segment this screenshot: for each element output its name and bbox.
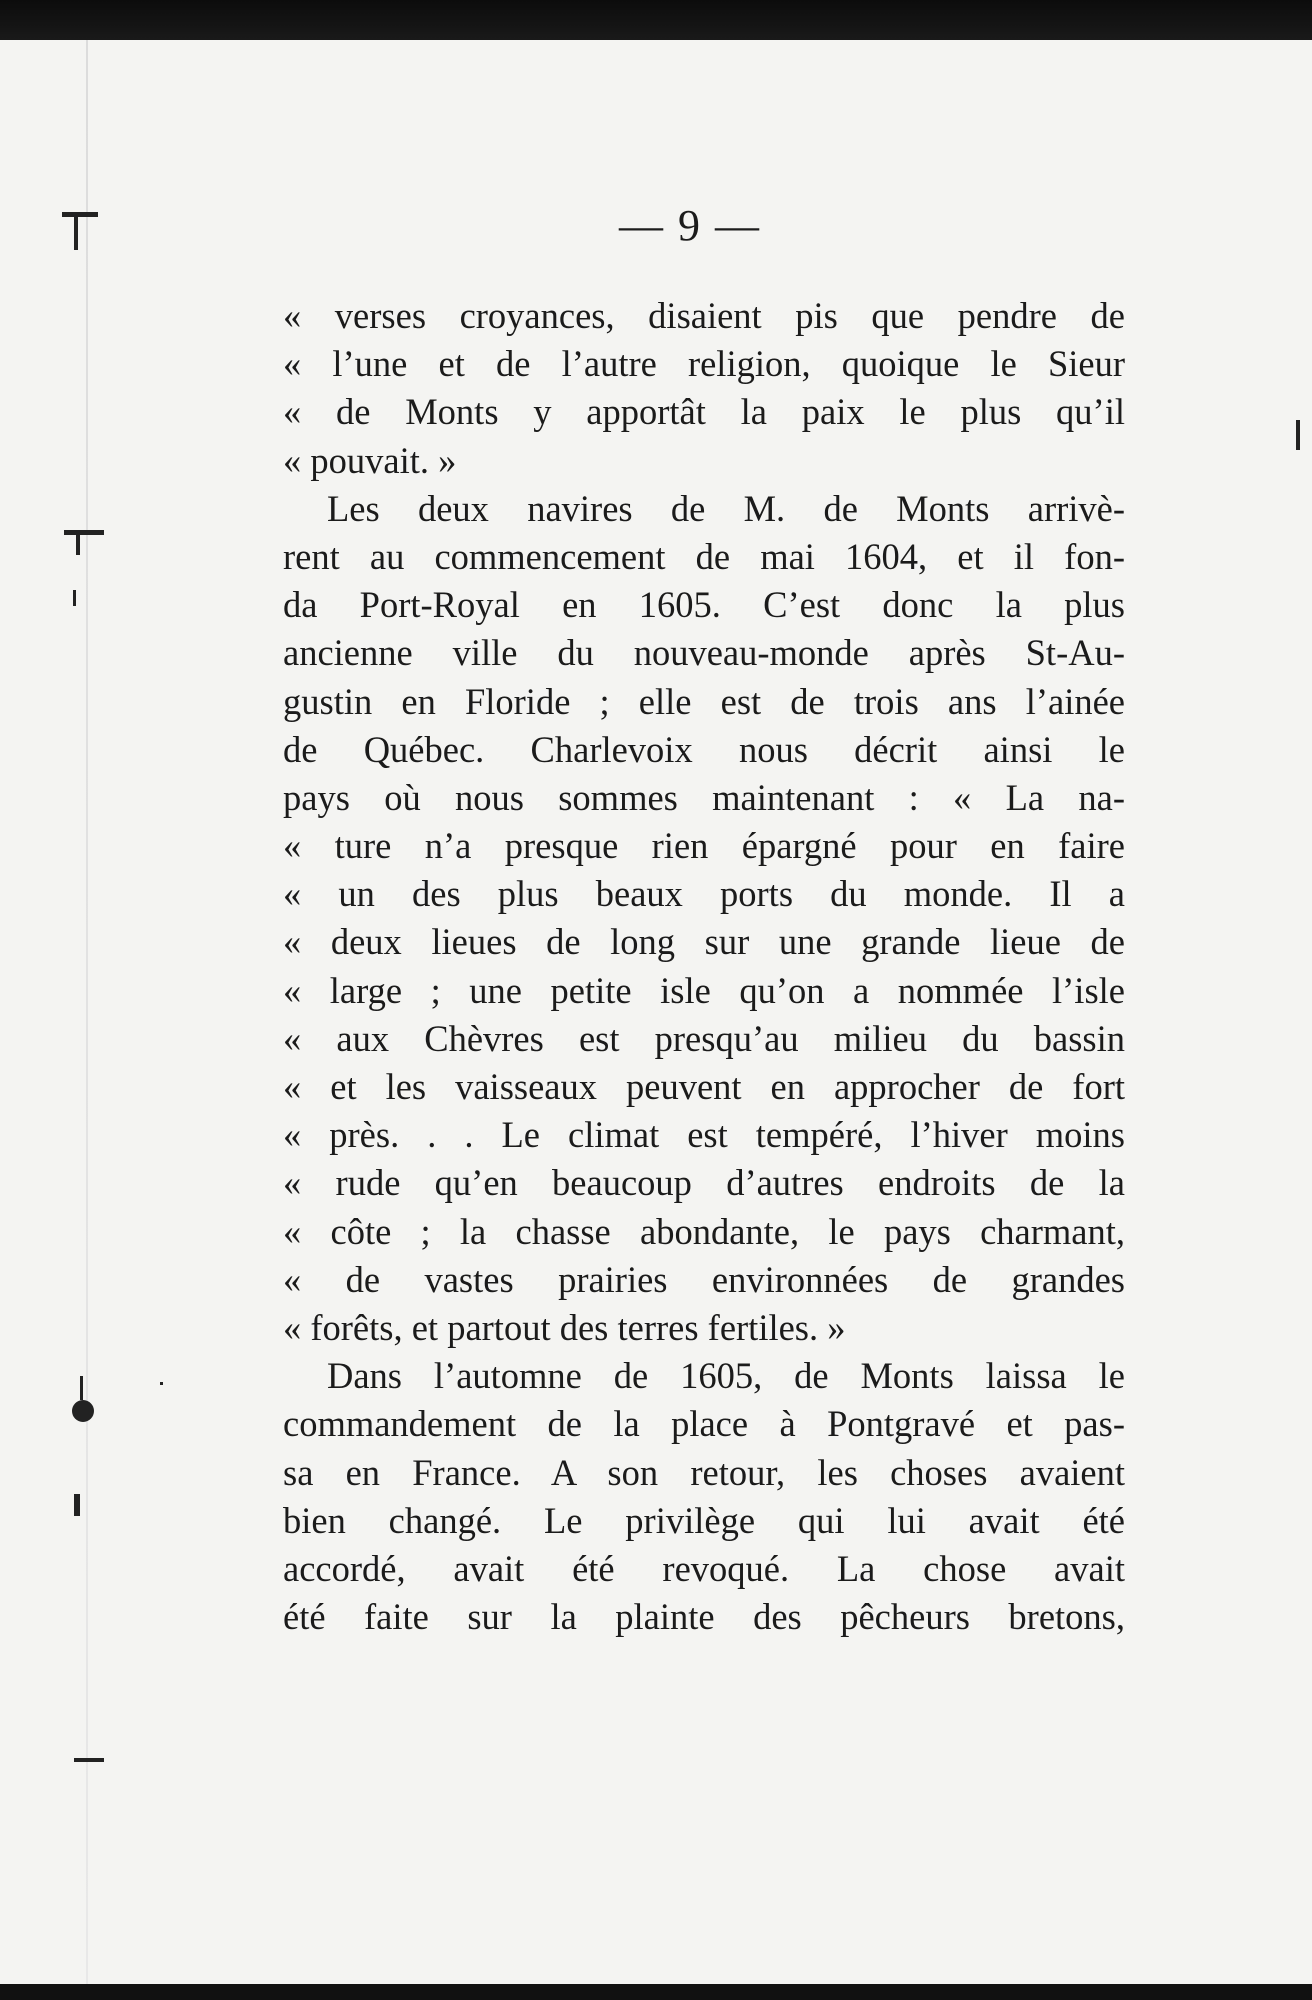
- gutter-mark: [80, 1376, 83, 1400]
- gutter-mark: [72, 1400, 94, 1422]
- text-line: « large ; une petite isle qu’on a nommée l’isle: [283, 969, 1125, 1011]
- body-text: [283, 292, 1125, 1641]
- gutter-mark: [74, 1494, 80, 1516]
- text-line: ancienne ville du nouveau-monde après St-Au-: [283, 632, 1125, 674]
- text-line: été faite sur la plainte des pêcheurs bretons,: [283, 1596, 1125, 1638]
- gutter-mark: [64, 530, 104, 535]
- text-line: « rude qu’en beaucoup d’autres endroits de la: [283, 1162, 1125, 1204]
- text-line: « ture n’a presque rien épargné pour en faire: [283, 825, 1125, 867]
- scan-border-top: [0, 0, 1312, 42]
- text-line: de Québec. Charlevoix nous décrit ainsi le: [283, 728, 1125, 770]
- text-line: « de vastes prairies environnées de grandes: [283, 1258, 1125, 1300]
- text-line: sa en France. A son retour, les choses avaient: [283, 1451, 1125, 1493]
- text-line: « près. . . Le climat est tempéré, l’hiver moins: [283, 1114, 1125, 1156]
- text-line: « forêts, et partout des terres fertiles. »: [283, 1306, 846, 1348]
- gutter-mark: [76, 533, 80, 555]
- text-line: « de Monts y apportât la paix le plus qu’il: [283, 391, 1125, 433]
- text-line: Dans l’automne de 1605, de Monts laissa le: [327, 1355, 1125, 1397]
- text-line: « verses croyances, disaient pis que pendre de: [283, 295, 1125, 336]
- text-line: Les deux navires de M. de Monts arrivè-: [327, 487, 1125, 529]
- gutter-mark: [1296, 420, 1300, 450]
- text-line: « l’une et de l’autre religion, quoique le Sieur: [283, 343, 1125, 385]
- text-line: da Port-Royal en 1605. C’est donc la plus: [283, 584, 1125, 626]
- text-line: accordé, avait été revoqué. La chose avait: [283, 1547, 1125, 1589]
- text-line: « côte ; la chasse abondante, le pays charmant,: [283, 1210, 1125, 1252]
- text-line: pays où nous sommes maintenant : « La na-: [283, 776, 1125, 818]
- text-line: « un des plus beaux ports du monde. Il a: [283, 873, 1125, 915]
- gutter-mark: [160, 1382, 163, 1385]
- gutter-mark: [74, 1758, 104, 1762]
- text-line: « deux lieues de long sur une grande lieue de: [283, 921, 1125, 963]
- text-line: bien changé. Le privilège qui lui avait été: [283, 1499, 1125, 1541]
- text-line: « pouvait. »: [283, 439, 457, 481]
- page-number: — 9 —: [619, 201, 761, 250]
- text-line: « et les vaisseaux peuvent en approcher de fort: [283, 1066, 1125, 1107]
- gutter-mark: [73, 590, 76, 606]
- text-line: rent au commencement de mai 1604, et il fon-: [283, 535, 1125, 577]
- scan-border-bottom: [0, 1984, 1312, 2000]
- text-line: gustin en Floride ; elle est de trois ans l’ainée: [283, 680, 1125, 722]
- page-fold-line: [86, 40, 88, 1984]
- text-line: « aux Chèvres est presqu’au milieu du bassin: [283, 1017, 1125, 1059]
- text-line: commandement de la place à Pontgravé et pas-: [283, 1403, 1125, 1445]
